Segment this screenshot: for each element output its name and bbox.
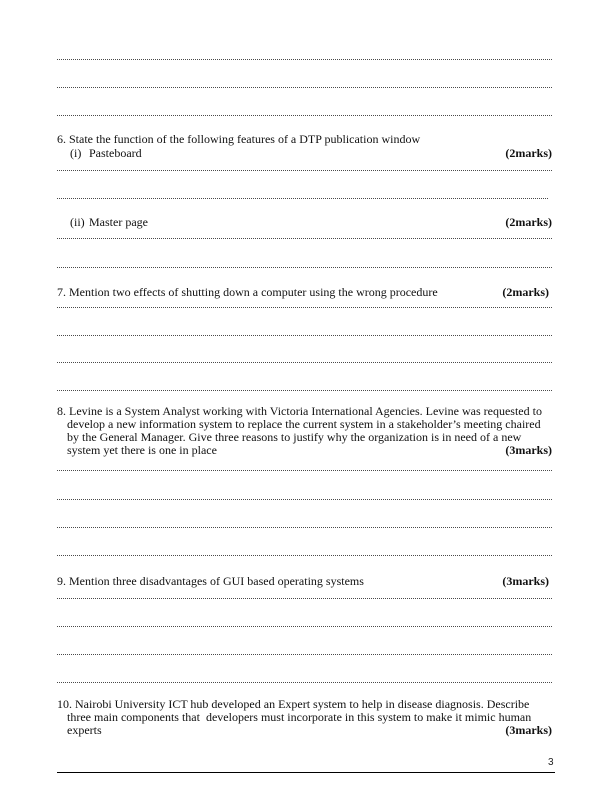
question-9-marks: (3marks) — [502, 574, 549, 588]
answer-line — [57, 307, 552, 308]
question-7-stem: 7. Mention two effects of shutting down a computer using the wrong procedure — [57, 285, 438, 299]
question-10-line-1: 10. Nairobi University ICT hub developed an Expert system to help in disease diagnosis. Describe — [57, 697, 530, 711]
question-8-line-1: 8. Levine is a System Analyst working with Victoria International Agencies. Levine was requested to — [57, 404, 542, 418]
question-9-stem: 9. Mention three disadvantages of GUI based operating systems — [57, 574, 364, 588]
answer-line — [57, 499, 552, 500]
answer-line — [57, 267, 552, 268]
question-10-line-2: three main components that developers must incorporate in this system to make it mimic human — [67, 710, 532, 724]
question-7-marks: (2marks) — [502, 285, 549, 299]
question-6-part-ii-marks: (2marks) — [505, 215, 552, 229]
answer-line — [57, 555, 552, 556]
answer-line — [57, 682, 552, 683]
question-6-part-ii-label: (ii) — [70, 215, 85, 229]
answer-line — [57, 390, 552, 391]
question-6-stem: 6. State the function of the following features of a DTP publication window — [57, 132, 421, 146]
answer-line — [57, 626, 552, 627]
answer-line — [57, 335, 552, 336]
footer-rule — [57, 772, 555, 773]
question-6-part-i-text: Pasteboard — [89, 146, 142, 160]
answer-line — [57, 598, 552, 599]
question-10-marks: (3marks) — [505, 723, 552, 737]
answer-line — [57, 198, 549, 199]
answer-line — [57, 654, 552, 655]
page-number: 3 — [548, 757, 554, 768]
question-8-line-3: by the General Manager. Give three reasons to justify why the organization is in need of a new — [67, 430, 522, 444]
question-6-part-i-marks: (2marks) — [505, 146, 552, 160]
answer-line — [57, 470, 552, 471]
question-6-part-ii-text: Master page — [89, 215, 148, 229]
answer-line — [57, 362, 552, 363]
answer-line — [57, 170, 552, 171]
question-8-line-4: system yet there is one in place — [67, 443, 217, 457]
answer-line — [57, 527, 552, 528]
question-10-line-3: experts — [67, 723, 102, 737]
question-8-line-2: develop a new information system to replace the current system in a stakeholder’s meeting chaired — [67, 417, 541, 431]
answer-line — [57, 59, 552, 60]
answer-line — [57, 238, 552, 239]
question-8-marks: (3marks) — [505, 443, 552, 457]
answer-line — [57, 87, 552, 88]
question-6-part-i-label: (i) — [70, 146, 82, 160]
answer-line — [57, 115, 552, 116]
